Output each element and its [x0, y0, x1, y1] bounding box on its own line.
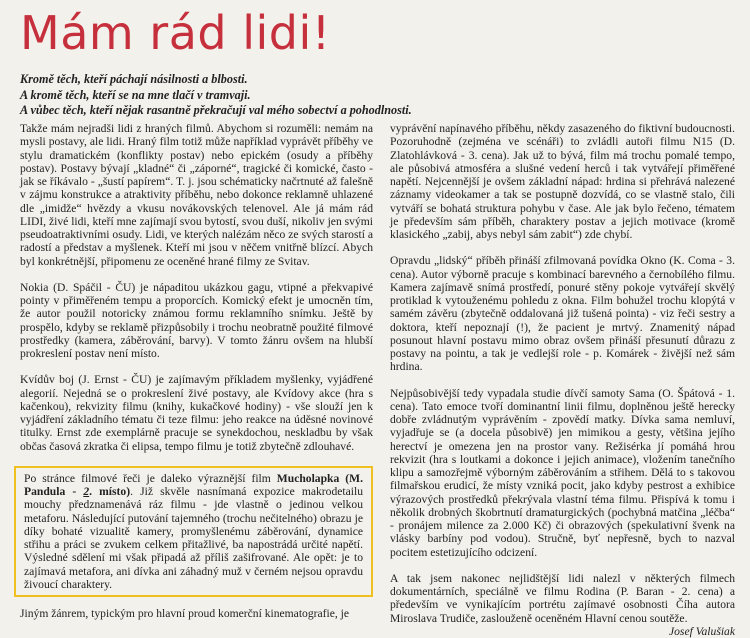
paragraph: Kvídův boj (J. Ernst - ČU) je zajímavým příkladem myšlenky, vyjádřené alegorií. Nejedná se o prokreslení živé postavy, ale Kvídovy akce (hra s kačenkou), rekvizity filmu (knihy, kukačkové hodiny) - vše slouží jen k vyjádření základního tématu či teze filmu: jeho reakce na úděsné novinové titulky. Ernst zde exemplárně pracuje se synekdochou, neskladbu by však občas časová zkratka či elipsa, tempo filmu je totiž zbytečně zdlouhavé. — [20, 373, 373, 453]
paragraph: Nokia (D. Spáčil - ČU) je nápaditou ukázkou gagu, vtipné a překvapivé pointy v přiměřeném tempu a proporcích. Komický efekt je umocněn tím, že autor použil notoricky známou formu reklamního snímku. Ještě by prospělo, kdyby se reklamě přizpůsobily i trochu neobratně použité filmové prostředky (kamera, záběrování, barvy). V tomto žánru ovšem na hlubší prokreslení postav není místo. — [20, 280, 373, 360]
highlighted-paragraph-box — [14, 466, 373, 597]
paragraph: vyprávění napínavého příběhu, někdy zasazeného do fiktivní budoucnosti. Pozoruhodně (zejména ve scénáři) to zvládli autoři filmu N15 (D. Zlatohlávková - 3. cena). Jak už to bývá, film má trochu pomalé tempo, ale působivá atmosféra a slušné vedení herců i tak vytvářejí přiměřené napětí. Nejcennější je ovšem základní nápad: hrdina si přehrává nalezené záznamy videokamer a tak se postupně dozvídá, co se vlastně stalo, čili vytváří se bohatá struktura pohybu v čase. Ale jak bylo řečeno, tématem je především sám příběh, charaktery postav a jejich motivace (kromě klasického „zabij, abys nebyl sám zabit“) zde chybí. — [390, 122, 735, 241]
article-title: Mám rád lidi! — [20, 6, 331, 60]
paragraph: Nejpůsobivější tedy vypadala studie dívčí samoty Sama (O. Špátová - 1. cena). Tato emoce tvoří dominantní linii filmu, doplněnou ještě herecky dobře zvládnutým vyprávěním - zpovědí matky. Dívka sama nemluví, vyjadřuje se (a docela působivě) jen mimikou a gesty, většina jejího herectví je omezena jen na prostor vany. Režisérka jí pomáhá hrou rekvizit (hra s loutkami a dokonce i jejich animace), vložením tanečního klipu a samozřejmě výborným záběrováním a střihem. Dělá to s takovou filmařskou erudicí, že místy vzniká pocit, jako kdyby pestrost a exhibice výrazových prostředků překrývala vlastní téma filmu. Přispívá k tomu i několik drobných škobrtnutí dramaturgických (pochybná matčina „léčba“ - pronájem milence za 2.000 Kč) či obrazových (spekulativní švenk na vlásky barbíny pod vodou). Stručně, byť nepřesně, bych to nazval pocitem estetizujícího odcizení. — [390, 386, 735, 559]
paragraph: Takže mám nejradši lidi z hraných filmů. Abychom si rozuměli: nemám na mysli postavy, ale lidi. Hraný film totiž může například vyprávět příběhy ve stylu dramatickém (konflikty postav) nebo epickém (osudy a příběhy postav). Postavy bývají „kladné“ či „záporné“, tragické či komické, často - jak se říkávalo - „šustí papírem“. T. j. jsou schématicky načrtnuté až falešně v zájmu konstrukce a atraktivity příběhu, nebo dokonce reklamně uhlazené dle „imidže“ hvězdy a vkusu novákovských telenovel. Ale já mám rád LIDI, živé lidi, kteří mne zajímají svou bytostí, svou duší, nikoliv jen svými pseudoatraktivními osudy. Lidi, ve kterých nalézám něco ze svých starostí a radostí a představ a myšlenek. Kteří mi jsou v něčem vnitřně blízcí. Abych byl konkrétnější, připomenu ze oceněné hrané filmy ze Svitav. — [20, 122, 373, 268]
paragraph: Jiným žánrem, typickým pro hlavní proud komerční kinematografie, je — [20, 607, 350, 620]
lead-line: A kromě těch, kteří se na mne tlačí v tramvaji. — [20, 87, 251, 102]
lead-line: Kromě těch, kteří páchají násilnosti a blbosti. — [20, 72, 248, 86]
article-lead — [20, 72, 730, 119]
paragraph: A tak jsem nakonec nejlidštější lidi nalezl v některých filmech dokumentárních, speciálně ve filmu Rodina (P. Baran - 2. cena) a především ve vynikajícím portrétu zajímavé osobnosti Číha autora Miroslava Trudiče, zaslouženě oceněném Hlavní cenou soutěže. — [390, 571, 735, 625]
lead-line: A vůbec těch, kteří nějak rasantně překračují val mého sobectví a pohodlnosti. — [20, 103, 412, 117]
highlighted-paragraph: Po stránce filmové řeči je daleko výraznější film Mucholapka (M. Pandula - 2. místo). Již skvěle nasnímaná expozice makrodetailu mouchy předznamenává ráz filmu - jde vlastně o jedinou velkou metaforu. Následující putování tajemného (trochu nečitelného) obrazu je díky bohaté vizualitě kamery, promyšlenému záběrování, dynamice střihu a práci se zvukem celkem přitažlivé, ba napostrádá určité napětí. Výsledné sdělení mi však připadá až příliš zašifrované. Ale opět: je to zajímavá metafora, ani dívka ani záhadný muž v černém nejsou opravdu živoucí charaktery. — [24, 471, 363, 591]
film-title: Mucholapka (M. Pandula - — [24, 471, 363, 498]
right-column — [390, 122, 735, 638]
left-column — [20, 122, 373, 620]
film-place: . místo) — [89, 485, 131, 498]
paragraph: Opravdu „lidský“ příběh přináší zfilmovaná povídka Okno (K. Coma - 3. cena). Autor výborně pracuje s kombinací barevného a černobílého filmu. Kamera zajímavě snímá prostředí, ponuré stěny pokoje vytvářejí skvělý protiklad k vytouženému pohledu z okna. Film bohužel trochu klopýtá v samém závěru (zbytečně oddalovaná již tušená pointa) - viz řeči sestry a doktora, kteří nepoznají (!), že pacient je mrtvý. Znamenitý nápad posunout hlavní postavu mimo obraz ovšem přináší přesunutí důrazu z postavy na pointu, a tak je vedlejší role - p. Komárek - živější než sám hrdina. — [390, 254, 735, 374]
place-number-icon: 2 — [83, 485, 90, 498]
author-signature: Josef Valušiak — [668, 624, 735, 638]
